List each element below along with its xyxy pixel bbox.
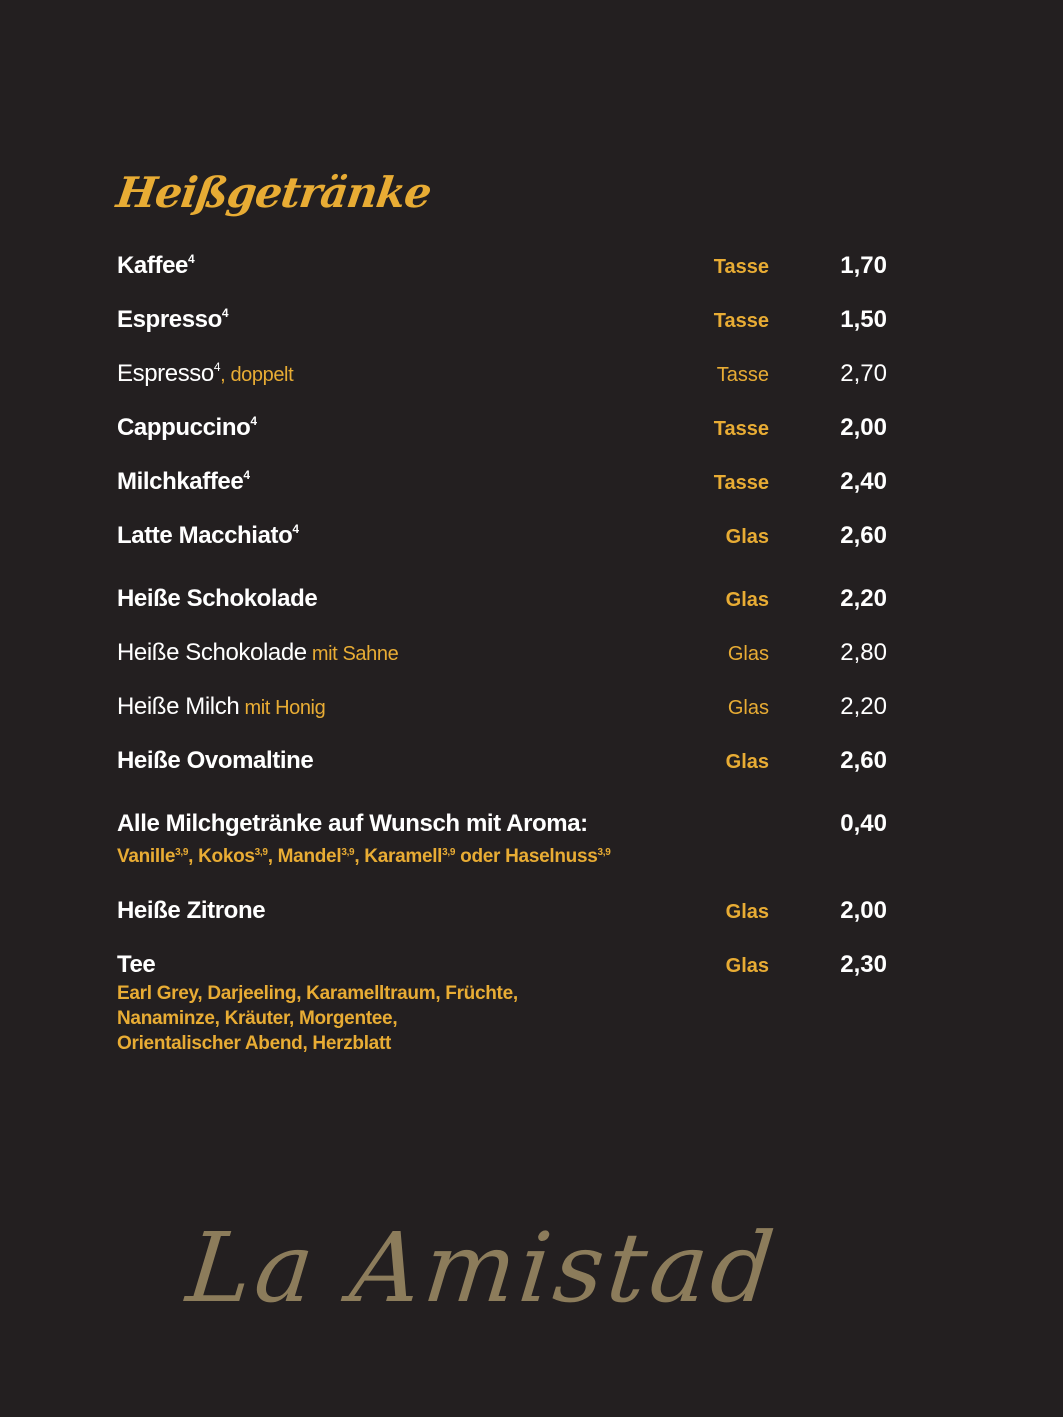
item-name: Heiße Schokolade mit Sahne xyxy=(117,639,399,666)
item-unit: Tasse xyxy=(713,418,769,440)
item-suffix: mit Honig xyxy=(239,697,326,719)
item-unit: Glas xyxy=(727,643,769,665)
item-price: 2,60 xyxy=(840,522,887,549)
item-price: 2,20 xyxy=(840,693,887,720)
item-name: Heiße Zitrone xyxy=(117,897,266,924)
tea-varieties-line: Orientalischer Abend, Herzblatt xyxy=(117,1033,392,1054)
page-title: Heißgetränke xyxy=(113,168,434,217)
item-price: 2,20 xyxy=(840,585,887,612)
item-price: 2,40 xyxy=(840,468,887,495)
item-unit: Tasse xyxy=(713,256,769,278)
item-name: Milchkaffee$^4$ xyxy=(117,468,250,495)
item-suffix: , doppelt xyxy=(220,364,294,386)
item-name: Kaffee$^4$ xyxy=(117,252,195,279)
item-suffix: mit Sahne xyxy=(306,643,399,665)
tea-unit: Glas xyxy=(725,955,769,977)
item-price: 2,00 xyxy=(840,414,887,441)
tea-price: 2,30 xyxy=(840,951,887,978)
item-unit: Tasse xyxy=(713,310,769,332)
item-price: 2,00 xyxy=(840,897,887,924)
item-name: Heiße Milch mit Honig xyxy=(117,693,326,720)
tea-varieties xyxy=(117,981,518,1056)
brand-logo: La Amistad xyxy=(182,1212,783,1324)
item-name: Latte Macchiato$^4$ xyxy=(117,522,299,549)
item-unit: Tasse xyxy=(716,364,769,386)
item-price: 2,60 xyxy=(840,747,887,774)
item-unit: Glas xyxy=(725,901,769,923)
item-name: Espresso$^4$, doppelt xyxy=(117,360,294,387)
item-unit: Tasse xyxy=(713,472,769,494)
aroma-price: 0,40 xyxy=(840,810,887,837)
item-price: 2,70 xyxy=(840,360,887,387)
aroma-flavors: Vanille$^{3,9}$, Kokos$^{3,9}$, Mandel$^{3,9}$, Karamell$^{3,9}$ oder Haselnuss$^{3,9}$ xyxy=(117,846,611,867)
aroma-name: Alle Milchgetränke auf Wunsch mit Aroma: xyxy=(117,810,588,837)
item-price: 2,80 xyxy=(840,639,887,666)
tea-name: Tee xyxy=(117,951,156,978)
item-name: Cappuccino$^4$ xyxy=(117,414,257,441)
item-name: Espresso$^4$ xyxy=(117,306,229,333)
item-price: 1,50 xyxy=(840,306,887,333)
item-name: Heiße Ovomaltine xyxy=(117,747,314,774)
item-unit: Glas xyxy=(725,751,769,773)
item-unit: Glas xyxy=(725,589,769,611)
tea-varieties-line: Nanaminze, Kräuter, Morgentee, xyxy=(117,1008,398,1029)
item-unit: Glas xyxy=(727,697,769,719)
tea-varieties-line: Earl Grey, Darjeeling, Karamelltraum, Früchte, xyxy=(117,983,518,1004)
item-unit: Glas xyxy=(725,526,769,548)
item-price: 1,70 xyxy=(840,252,887,279)
item-name: Heiße Schokolade xyxy=(117,585,318,612)
